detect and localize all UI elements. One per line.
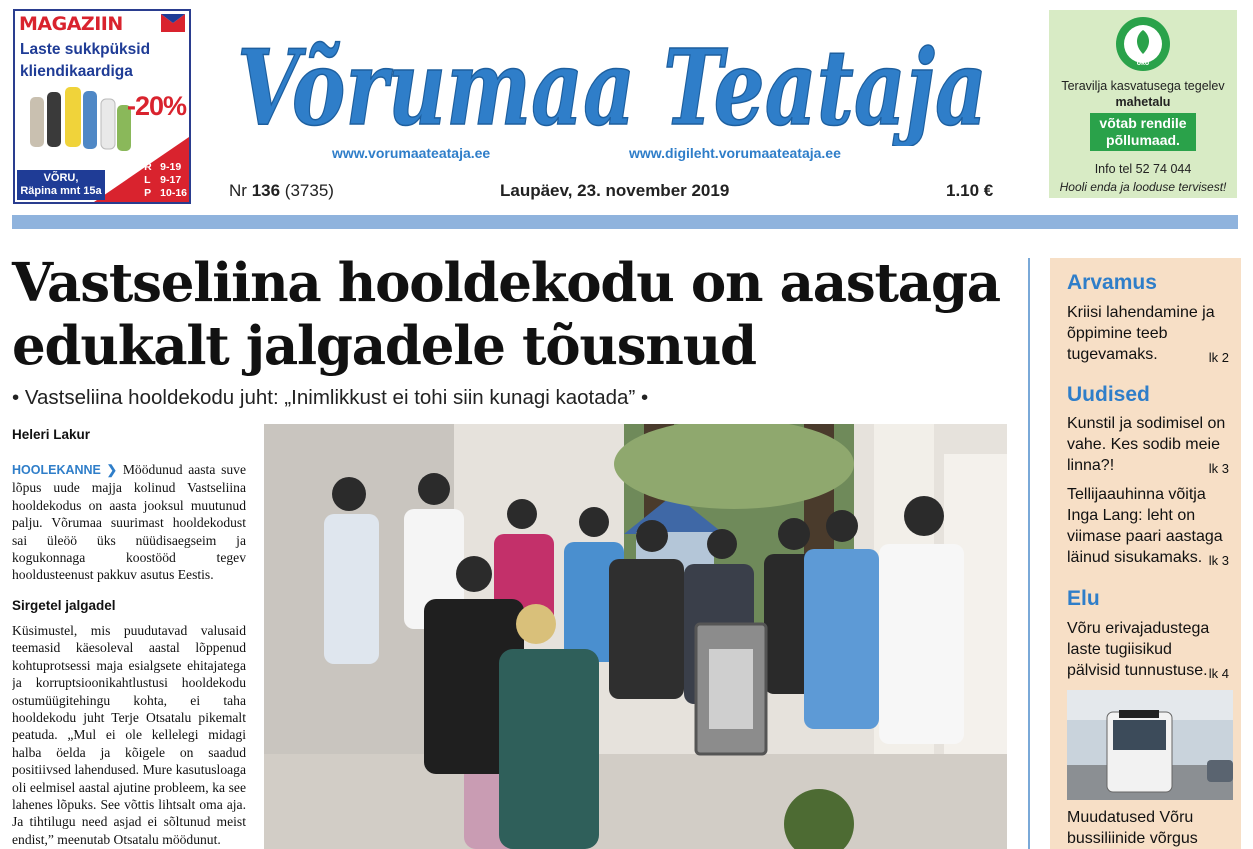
digital-edition-url[interactable]: www.digileht.vorumaateataja.ee <box>629 145 841 161</box>
magaziin-advertisement[interactable] <box>13 9 191 204</box>
article-subtitle: Sirgetel jalgadel <box>12 598 116 613</box>
website-url[interactable]: www.vorumaateataja.ee <box>332 145 491 161</box>
newspaper-logo[interactable] <box>232 6 992 146</box>
sidebar-heading-elu[interactable]: Elu <box>1067 587 1100 610</box>
article-author: Heleri Lakur <box>12 427 91 442</box>
bus-photo[interactable] <box>1067 690 1233 800</box>
ad-hours: E-R 9-19 L 9-17 P 10-16 <box>144 148 187 199</box>
ad-line-1: Laste sukkpüksid <box>20 41 151 58</box>
issue-number: Nr 136 (3735) <box>229 181 334 200</box>
header-rule <box>12 215 1238 229</box>
sidebar-item[interactable]: Võru erivajadustega laste tugiisikud pälvisid tunnustuse. lk 4 <box>1067 620 1229 681</box>
ad-line-2: kliendikaardiga <box>20 63 133 80</box>
sidebar-bottom-teaser[interactable]: Muudatused Võru bussiliinide võrgus <box>1067 809 1198 847</box>
sidebar-teasers <box>1050 258 1241 849</box>
ad-discount: -20% <box>126 91 186 121</box>
organic-farm-advertisement[interactable] <box>1049 10 1237 198</box>
flag-icon <box>161 14 185 32</box>
issue-price: 1.10 € <box>946 181 994 200</box>
issue-date: Laupäev, 23. november 2019 <box>500 181 730 200</box>
ad-phone: Info tel 52 74 044 <box>1094 162 1192 176</box>
article-kicker: HOOLEKANNE ❯ <box>12 463 118 477</box>
article-lead: HOOLEKANNE ❯ Möödunud aasta suve lõpus uude majja kolinud Vastseliina hooldekodus on aasta jooksul muutunud palju. Võrumaa suurimast hooldekodust sai üleöö üks nüüdisaegseim ja kogukonnaga koostööd tegev hooldusteenust pakkuv asutus Eestis. <box>12 462 246 583</box>
article-body: Küsimustel, mis puudutavad valusaid teemasid käesoleval aastal lõppenud kohtuprotsessi maja esialgsete ehitajatega ja korruptsioonikahtlustusi hooldekodu ostumüügitehingu kohta, ei taha hooldekodu juht Terje Otsatalu pikemalt peatuda. „Mul ei ole kellelegi midagi halba öelda ja kõigele on saadud positiivsed lahendused. Mure kasutusloaga oli eelmisel aastal ajutine probleem, ka see lahenes lõpuks. See võttis lihtsalt oma aja. Ja tihtilugu need asjad ei sõltunud meist endist,” meenutab Otsatalu möödunut. <box>12 623 246 847</box>
sidebar-item[interactable]: Kriisi lahendamine ja õppimine teeb tugevamaks. lk 2 <box>1067 304 1229 365</box>
masthead-title: Võrumaa Teataja <box>237 26 987 146</box>
article-headline[interactable]: Vastseliina hooldekodu on aastaga edukalt jalgadele tõusnud <box>12 252 1000 377</box>
ad-right-text: Teravilja kasvatusega tegelev mahetalu <box>1061 79 1225 109</box>
ad-address: VÕRU, Räpina mnt 15a <box>17 170 105 200</box>
article-photo[interactable] <box>264 424 1007 849</box>
ad-slogan: Hooli enda ja looduse tervisest! <box>1059 180 1227 194</box>
svg-text:öko: öko <box>1136 60 1150 67</box>
article-subheadline: • Vastseliina hooldekodu juht: „Inimlikkust ei tohi siin kunagi kaotada” • <box>12 386 649 409</box>
sidebar-item[interactable]: Kunstil ja sodimisel on vahe. Kes sodib meie linna?! lk 3 <box>1067 415 1229 476</box>
sidebar-heading-arvamus[interactable]: Arvamus <box>1067 271 1157 294</box>
ad-cta: võtab rendile põllumaad. <box>1090 113 1196 151</box>
column-divider <box>1028 258 1030 849</box>
eco-leaf-icon <box>1115 16 1171 72</box>
sidebar-item[interactable]: Tellijaauhinna võitja Inga Lang: leht on viimase paari aastaga läinud sisukamaks. lk 3 <box>1067 486 1229 568</box>
ad-brand: MAGAZIIN <box>19 13 123 35</box>
sidebar-heading-uudised[interactable]: Uudised <box>1067 383 1150 406</box>
